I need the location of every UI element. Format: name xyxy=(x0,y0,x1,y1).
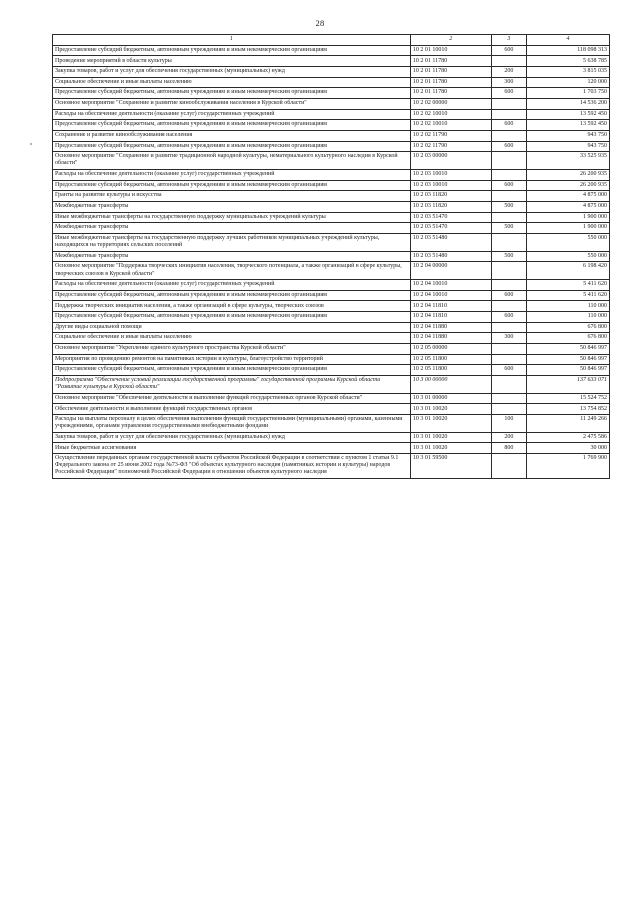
cell-expense-type: 200 xyxy=(491,432,526,443)
cell-amount: 943 750 xyxy=(527,141,610,152)
cell-target-code: 10 2 05 11800 xyxy=(410,365,491,376)
column-header-4: 4 xyxy=(527,35,610,46)
cell-amount: 14 536 200 xyxy=(527,98,610,109)
cell-expense-type: 600 xyxy=(491,290,526,301)
cell-amount: 118 098 313 xyxy=(527,45,610,56)
cell-expenditure-name: Мероприятия по проведению ремонтов на памятниках истории и культуры, благоустройство территорий xyxy=(53,354,411,365)
cell-expense-type xyxy=(491,109,526,120)
cell-expense-type: 600 xyxy=(491,180,526,191)
cell-target-code: 10 2 03 51480 xyxy=(410,233,491,251)
table-row xyxy=(53,45,610,56)
table-row xyxy=(53,404,610,415)
cell-expense-type: 600 xyxy=(491,45,526,56)
cell-target-code: 10 2 03 10010 xyxy=(410,169,491,180)
cell-target-code: 10 2 03 51470 xyxy=(410,212,491,223)
cell-target-code: 10 2 03 51470 xyxy=(410,223,491,234)
cell-expense-type xyxy=(491,152,526,170)
cell-amount: 50 846 997 xyxy=(527,343,610,354)
table-row xyxy=(53,109,610,120)
table-row xyxy=(53,393,610,404)
cell-target-code: 10 3 00 00000 xyxy=(410,375,491,393)
cell-target-code: 10 2 01 11780 xyxy=(410,77,491,88)
cell-expense-type: 300 xyxy=(491,77,526,88)
cell-expenditure-name: Поддержка творческих инициатив населения, а также организаций в сфере культуры, творческих союзов xyxy=(53,301,411,312)
cell-target-code: 10 3 01 10020 xyxy=(410,443,491,454)
table-row xyxy=(53,66,610,77)
cell-expense-type xyxy=(491,375,526,393)
cell-target-code: 10 2 01 11780 xyxy=(410,88,491,99)
table-row xyxy=(53,223,610,234)
cell-expense-type: 500 xyxy=(491,201,526,212)
cell-expenditure-name: Предоставление субсидий бюджетным, автономным учреждениям и иным некоммерческим организациям xyxy=(53,311,411,322)
cell-expenditure-name: Основное мероприятие "Укрепление единого культурного пространства Курской области" xyxy=(53,343,411,354)
table-row xyxy=(53,169,610,180)
cell-expenditure-name: Основное мероприятие "Обеспечение деятельности и выполнение функций государственных органов Курской области" xyxy=(53,393,411,404)
cell-expenditure-name: Обеспечение деятельности и выполнение функций государственных органов xyxy=(53,404,411,415)
table-row xyxy=(53,191,610,202)
cell-target-code: 10 2 04 10010 xyxy=(410,290,491,301)
cell-expense-type xyxy=(491,354,526,365)
budget-table xyxy=(52,34,610,479)
cell-expenditure-name: Предоставление субсидий бюджетным, автономным учреждениям и иным некоммерческим организациям xyxy=(53,365,411,376)
cell-amount: 676 800 xyxy=(527,322,610,333)
cell-expenditure-name: Межбюджетные трансферты xyxy=(53,251,411,262)
column-header-3: 3 xyxy=(491,35,526,46)
cell-amount: 1 900 000 xyxy=(527,212,610,223)
cell-target-code: 10 2 04 10010 xyxy=(410,280,491,291)
cell-expense-type: 100 xyxy=(491,414,526,432)
budget-table-container xyxy=(52,34,610,479)
cell-target-code: 10 2 05 00000 xyxy=(410,343,491,354)
cell-amount: 13 592 450 xyxy=(527,109,610,120)
cell-expenditure-name: Иные межбюджетные трансферты на государственную поддержку муниципальных учреждений культуры xyxy=(53,212,411,223)
table-row xyxy=(53,130,610,141)
cell-expenditure-name: Расходы на обеспечение деятельности (оказание услуг) государственных учреждений xyxy=(53,169,411,180)
cell-expenditure-name: Основное мероприятие "Сохранение и развитие кинообслуживания населения в Курской области" xyxy=(53,98,411,109)
table-row xyxy=(53,333,610,344)
cell-target-code: 10 3 01 10020 xyxy=(410,404,491,415)
cell-target-code: 10 2 04 11810 xyxy=(410,311,491,322)
cell-target-code: 10 2 04 11880 xyxy=(410,333,491,344)
cell-amount: 50 846 997 xyxy=(527,365,610,376)
cell-target-code: 10 3 01 00000 xyxy=(410,393,491,404)
cell-amount: 4 875 000 xyxy=(527,201,610,212)
cell-target-code: 10 2 05 11800 xyxy=(410,354,491,365)
table-row xyxy=(53,262,610,280)
table-row xyxy=(53,301,610,312)
cell-amount: 550 000 xyxy=(527,251,610,262)
cell-target-code: 10 2 01 11780 xyxy=(410,66,491,77)
table-row xyxy=(53,212,610,223)
cell-expense-type xyxy=(491,262,526,280)
column-header-2: 2 xyxy=(410,35,491,46)
cell-expense-type xyxy=(491,343,526,354)
table-row xyxy=(53,432,610,443)
cell-target-code: 10 2 04 11880 xyxy=(410,322,491,333)
cell-target-code: 10 2 03 11820 xyxy=(410,191,491,202)
table-row xyxy=(53,365,610,376)
cell-target-code: 10 2 02 11790 xyxy=(410,141,491,152)
cell-amount: 5 411 620 xyxy=(527,280,610,291)
cell-expenditure-name: Предоставление субсидий бюджетным, автономным учреждениям и иным некоммерческим организациям xyxy=(53,88,411,99)
cell-target-code: 10 2 02 10010 xyxy=(410,109,491,120)
cell-expense-type: 500 xyxy=(491,251,526,262)
cell-expenditure-name: Предоставление субсидий бюджетным, автономным учреждениям и иным некоммерческим организациям xyxy=(53,120,411,131)
table-row xyxy=(53,375,610,393)
table-row xyxy=(53,414,610,432)
cell-amount: 13 592 450 xyxy=(527,120,610,131)
cell-expenditure-name: Расходы на выплаты персоналу в целях обеспечения выполнения функций государственными (муниципальными) органами, казенными учреждениями, органами управления государственными внебюджетными фондами xyxy=(53,414,411,432)
table-header-row xyxy=(53,35,610,46)
table-row xyxy=(53,322,610,333)
cell-expense-type xyxy=(491,301,526,312)
cell-amount: 5 411 620 xyxy=(527,290,610,301)
cell-expenditure-name: Проведение мероприятий в области культуры xyxy=(53,56,411,67)
table-row xyxy=(53,77,610,88)
cell-amount: 1 769 900 xyxy=(527,454,610,479)
cell-expense-type xyxy=(491,393,526,404)
cell-amount: 120 000 xyxy=(527,77,610,88)
cell-amount: 137 633 071 xyxy=(527,375,610,393)
table-row xyxy=(53,454,610,479)
cell-expense-type: 600 xyxy=(491,88,526,99)
cell-amount: 4 875 000 xyxy=(527,191,610,202)
cell-expenditure-name: Гранты на развитие культуры и искусства xyxy=(53,191,411,202)
cell-expense-type: 600 xyxy=(491,311,526,322)
cell-target-code: 10 2 02 11790 xyxy=(410,130,491,141)
cell-expense-type xyxy=(491,212,526,223)
table-row xyxy=(53,311,610,322)
cell-target-code: 10 2 03 00000 xyxy=(410,152,491,170)
cell-amount: 13 754 852 xyxy=(527,404,610,415)
cell-amount: 15 524 752 xyxy=(527,393,610,404)
cell-target-code: 10 2 01 11780 xyxy=(410,56,491,67)
cell-amount: 26 200 935 xyxy=(527,169,610,180)
scan-artifact xyxy=(30,143,32,145)
table-body xyxy=(53,35,610,479)
cell-expenditure-name: Межбюджетные трансферты xyxy=(53,223,411,234)
cell-amount: 110 000 xyxy=(527,301,610,312)
cell-expense-type xyxy=(491,280,526,291)
cell-target-code: 10 2 03 11820 xyxy=(410,201,491,212)
cell-expenditure-name: Подпрограмма "Обеспечение условий реализации государственной программы" государственной программы Курской области "Развитие культуры в Курской области" xyxy=(53,375,411,393)
cell-expense-type xyxy=(491,98,526,109)
cell-target-code: 10 2 02 10010 xyxy=(410,120,491,131)
cell-expense-type xyxy=(491,169,526,180)
cell-amount: 676 800 xyxy=(527,333,610,344)
cell-expense-type xyxy=(491,322,526,333)
cell-expense-type xyxy=(491,404,526,415)
cell-amount: 26 200 935 xyxy=(527,180,610,191)
table-row xyxy=(53,98,610,109)
cell-expense-type: 300 xyxy=(491,333,526,344)
cell-expense-type: 800 xyxy=(491,443,526,454)
cell-target-code: 10 3 01 59500 xyxy=(410,454,491,479)
table-row xyxy=(53,88,610,99)
column-header-1: 1 xyxy=(53,35,411,46)
cell-target-code: 10 2 03 51480 xyxy=(410,251,491,262)
table-row xyxy=(53,152,610,170)
cell-expenditure-name: Осуществление переданных органам государственной власти субъектов Российской Федерации в соответствии с пунктом 1 статьи 9.1 Федерального закона от 25 июня 2002 года №73-ФЗ "Об объектах культурного наследия (памятниках истории и культуры) народов Российской Федерации" полномочий Российской Федерации в отношении объектов культурного наследия xyxy=(53,454,411,479)
table-row xyxy=(53,141,610,152)
cell-expense-type xyxy=(491,56,526,67)
cell-expenditure-name: Социальное обеспечение и иные выплаты населению xyxy=(53,77,411,88)
cell-amount: 550 000 xyxy=(527,233,610,251)
cell-amount: 1 703 750 xyxy=(527,88,610,99)
cell-expenditure-name: Предоставление субсидий бюджетным, автономным учреждениям и иным некоммерческим организациям xyxy=(53,180,411,191)
cell-expenditure-name: Иные бюджетные ассигнования xyxy=(53,443,411,454)
cell-expense-type: 600 xyxy=(491,365,526,376)
cell-amount: 2 475 586 xyxy=(527,432,610,443)
table-row xyxy=(53,201,610,212)
cell-expense-type: 200 xyxy=(491,66,526,77)
cell-expense-type: 600 xyxy=(491,141,526,152)
cell-expense-type xyxy=(491,454,526,479)
cell-amount: 11 249 266 xyxy=(527,414,610,432)
cell-amount: 5 638 785 xyxy=(527,56,610,67)
cell-target-code: 10 3 01 10020 xyxy=(410,414,491,432)
cell-expenditure-name: Основное мероприятие "Поддержка творческих инициатив населения, творческого потенциала, а также организаций в сфере культуры, творческих союзов в Курской области" xyxy=(53,262,411,280)
cell-expenditure-name: Предоставление субсидий бюджетным, автономным учреждениям и иным некоммерческим организациям xyxy=(53,141,411,152)
cell-expenditure-name: Расходы на обеспечение деятельности (оказание услуг) государственных учреждений xyxy=(53,280,411,291)
table-row xyxy=(53,290,610,301)
cell-target-code: 10 2 04 11810 xyxy=(410,301,491,312)
cell-expenditure-name: Иные межбюджетные трансферты на государственную поддержку лучших работников муниципальных учреждений культуры, находящихся на территориях сельских поселений xyxy=(53,233,411,251)
cell-expenditure-name: Предоставление субсидий бюджетным, автономным учреждениям и иным некоммерческим организациям xyxy=(53,290,411,301)
cell-expenditure-name: Расходы на обеспечение деятельности (оказание услуг) государственных учреждений xyxy=(53,109,411,120)
table-row xyxy=(53,120,610,131)
table-row xyxy=(53,354,610,365)
table-row xyxy=(53,233,610,251)
cell-amount: 943 750 xyxy=(527,130,610,141)
cell-target-code: 10 2 03 10010 xyxy=(410,180,491,191)
cell-expenditure-name: Закупка товаров, работ и услуг для обеспечения государственных (муниципальных) нужд xyxy=(53,66,411,77)
cell-target-code: 10 2 02 00000 xyxy=(410,98,491,109)
page-number: 28 xyxy=(315,18,325,28)
cell-amount: 50 846 997 xyxy=(527,354,610,365)
cell-amount: 110 000 xyxy=(527,311,610,322)
cell-expenditure-name: Сохранение и развитие кинообслуживания населения xyxy=(53,130,411,141)
table-row xyxy=(53,251,610,262)
cell-expenditure-name: Межбюджетные трансферты xyxy=(53,201,411,212)
cell-amount: 6 198 420 xyxy=(527,262,610,280)
cell-expenditure-name: Закупка товаров, работ и услуг для обеспечения государственных (муниципальных) нужд xyxy=(53,432,411,443)
cell-expenditure-name: Другие виды социальной помощи xyxy=(53,322,411,333)
table-row xyxy=(53,343,610,354)
cell-amount: 3 815 035 xyxy=(527,66,610,77)
cell-target-code: 10 2 04 00000 xyxy=(410,262,491,280)
table-row xyxy=(53,180,610,191)
cell-amount: 1 900 000 xyxy=(527,223,610,234)
table-row xyxy=(53,280,610,291)
cell-target-code: 10 2 01 10010 xyxy=(410,45,491,56)
cell-expense-type xyxy=(491,233,526,251)
cell-expense-type: 600 xyxy=(491,120,526,131)
cell-amount: 33 525 935 xyxy=(527,152,610,170)
cell-expense-type xyxy=(491,191,526,202)
cell-amount: 30 000 xyxy=(527,443,610,454)
cell-target-code: 10 3 01 10020 xyxy=(410,432,491,443)
cell-expenditure-name: Основное мероприятие "Сохранение и развитие традиционной народной культуры, нематериального культурного наследия в Курской области" xyxy=(53,152,411,170)
table-row xyxy=(53,443,610,454)
table-row xyxy=(53,56,610,67)
cell-expenditure-name: Социальное обеспечение и иные выплаты населению xyxy=(53,333,411,344)
cell-expenditure-name: Предоставление субсидий бюджетным, автономным учреждениям и иным некоммерческим организациям xyxy=(53,45,411,56)
cell-expense-type xyxy=(491,130,526,141)
cell-expense-type: 500 xyxy=(491,223,526,234)
